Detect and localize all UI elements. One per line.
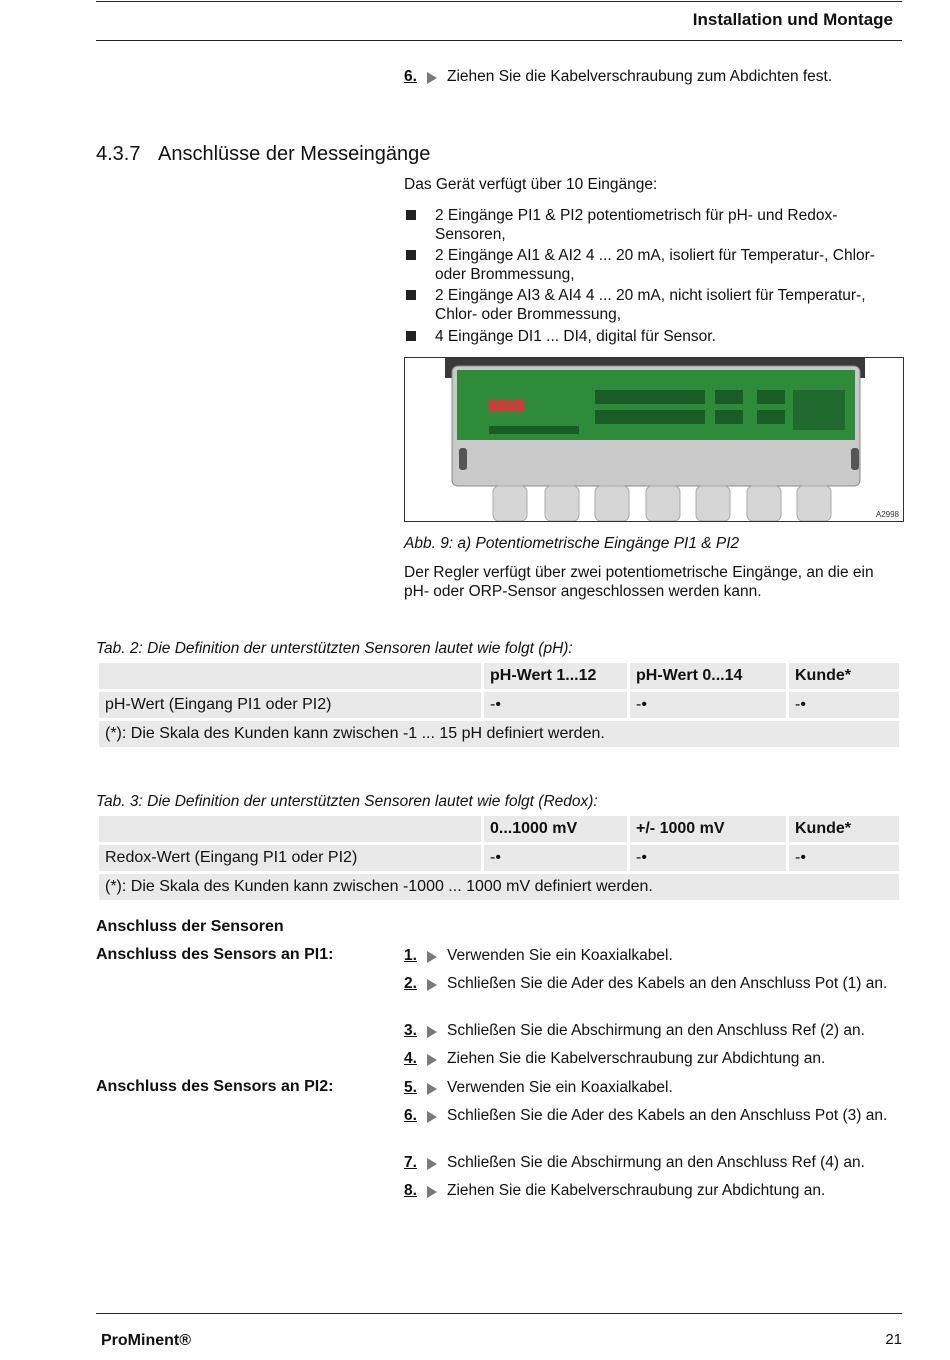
bullet-item [404, 327, 904, 346]
table-note: (*): Die Skala des Kunden kann zwischen -1 ... 15 pH definiert werden. [99, 721, 899, 747]
bullet-item [404, 206, 904, 244]
step-text: Schließen Sie die Ader des Kabels an den Anschluss Pot (3) an. [447, 1107, 888, 1124]
bullet-text: 2 Eingänge AI3 & AI4 4 ... 20 mA, nicht isoliert für Temperatur-, Chlor- oder Brommessung, [435, 287, 866, 323]
table3-caption: Tab. 3: Die Definition der unterstützten Sensoren lautet wie folgt (Redox): [96, 793, 598, 810]
table-cell: -• [484, 692, 627, 718]
table2-ph [96, 660, 902, 750]
bullet-item [404, 286, 904, 324]
table-note-row [99, 721, 899, 747]
step-arrow-icon [427, 1186, 437, 1198]
table-cell: -• [630, 692, 786, 718]
page-number: 21 [885, 1331, 902, 1348]
step-arrow-icon [427, 1111, 437, 1123]
step-number [404, 67, 447, 86]
step-arrow-icon [427, 1054, 437, 1066]
table3-redox [96, 813, 902, 903]
step-1 [404, 946, 904, 965]
figure-description: Der Regler verfügt über zwei potentiometrische Eingänge, an die ein pH- oder ORP-Sensor angeschlossen werden kann. [404, 564, 874, 600]
bullet-icon [406, 290, 416, 300]
pi1-label: Anschluss des Sensors an PI1: [96, 946, 334, 963]
step-arrow-icon [427, 951, 437, 963]
step-text: Schließen Sie die Abschirmung an den Anschluss Ref (2) an. [447, 1022, 865, 1039]
step-6 [404, 1106, 904, 1125]
step-text: Schließen Sie die Ader des Kabels an den Anschluss Pot (1) an. [447, 975, 888, 992]
table-header-row [99, 663, 899, 689]
step-text: Schließen Sie die Abschirmung an den Anschluss Ref (4) an. [447, 1154, 865, 1171]
bullet-icon [406, 210, 416, 220]
figure-caption: Abb. 9: a) Potentiometrische Eingänge PI1 & PI2 [404, 535, 740, 552]
table-header-cell: +/- 1000 mV [630, 816, 786, 842]
section-intro: Das Gerät verfügt über 10 Eingänge: [404, 176, 658, 193]
step-number-label: 2. [404, 975, 417, 992]
step-number-label: 8. [404, 1182, 417, 1199]
step-number-label: 1. [404, 947, 417, 964]
step-2 [404, 974, 904, 993]
bullet-icon [406, 331, 416, 341]
step-arrow-icon [427, 1083, 437, 1095]
section-number: 4.3.7 [96, 143, 141, 165]
table-cell: -• [484, 845, 627, 871]
bullet-text: 2 Eingänge PI1 & PI2 potentiometrisch für pH- und Redox-Sensoren, [435, 207, 838, 243]
header-top-rule [96, 1, 902, 2]
step-4 [404, 1049, 904, 1068]
step-number-label: 7. [404, 1154, 417, 1171]
step-3 [404, 1021, 904, 1040]
bullet-icon [406, 250, 416, 260]
step-5 [404, 1078, 904, 1097]
table2-caption: Tab. 2: Die Definition der unterstützten Sensoren lautet wie folgt (pH): [96, 640, 573, 657]
running-header: Installation und Montage [692, 10, 893, 29]
step-number-label: 6. [404, 68, 417, 85]
table-cell: -• [789, 845, 899, 871]
step-number-label: 6. [404, 1107, 417, 1124]
step-arrow-icon [427, 72, 437, 84]
footer-rule [96, 1313, 902, 1314]
table-header-cell: Kunde* [789, 816, 899, 842]
table-cell: -• [630, 845, 786, 871]
table-header-cell: Kunde* [789, 663, 899, 689]
step-text: Ziehen Sie die Kabelverschraubung zur Abdichtung an. [447, 1050, 826, 1067]
controller-photo [405, 358, 903, 521]
step-text: Verwenden Sie ein Koaxialkabel. [447, 947, 673, 964]
table-note-row [99, 874, 899, 900]
section-heading [96, 143, 430, 166]
step-text: Ziehen Sie die Kabelverschraubung zur Abdichtung an. [447, 1182, 826, 1199]
table-cell: Redox-Wert (Eingang PI1 oder PI2) [99, 845, 481, 871]
step-number-label: 5. [404, 1079, 417, 1096]
brand-logo: ProMinent® [101, 1332, 192, 1349]
bullet-text: 2 Eingänge AI1 & AI2 4 ... 20 mA, isoliert für Temperatur-, Chlor- oder Brommessung, [435, 247, 875, 283]
connection-heading: Anschluss der Sensoren [96, 918, 284, 935]
step-number-label: 3. [404, 1022, 417, 1039]
step-8 [404, 1181, 904, 1200]
step-text: Ziehen Sie die Kabelverschraubung zum Abdichten fest. [447, 68, 833, 85]
table-cell: -• [789, 692, 899, 718]
step-number-label: 4. [404, 1050, 417, 1067]
table-header-cell [99, 663, 481, 689]
table-header-cell: pH-Wert 0...14 [630, 663, 786, 689]
table-note: (*): Die Skala des Kunden kann zwischen -1000 ... 1000 mV definiert werden. [99, 874, 899, 900]
table-header-cell [99, 816, 481, 842]
table-row [99, 692, 899, 718]
section-title: Anschlüsse der Messeingänge [158, 143, 431, 165]
figure-controller-terminals [404, 357, 904, 522]
step-6-top [404, 67, 904, 86]
bullet-item [404, 246, 904, 284]
pi2-label: Anschluss des Sensors an PI2: [96, 1078, 334, 1095]
bullet-text: 4 Eingänge DI1 ... DI4, digital für Sensor. [435, 328, 716, 345]
step-7 [404, 1153, 904, 1172]
header-bottom-rule [96, 40, 902, 41]
table-header-row [99, 816, 899, 842]
step-text: Verwenden Sie ein Koaxialkabel. [447, 1079, 673, 1096]
figure-id: A2998 [875, 510, 899, 519]
step-arrow-icon [427, 979, 437, 991]
table-header-cell: 0...1000 mV [484, 816, 627, 842]
table-header-cell: pH-Wert 1...12 [484, 663, 627, 689]
step-arrow-icon [427, 1158, 437, 1170]
table-cell: pH-Wert (Eingang PI1 oder PI2) [99, 692, 481, 718]
table-row [99, 845, 899, 871]
step-arrow-icon [427, 1026, 437, 1038]
